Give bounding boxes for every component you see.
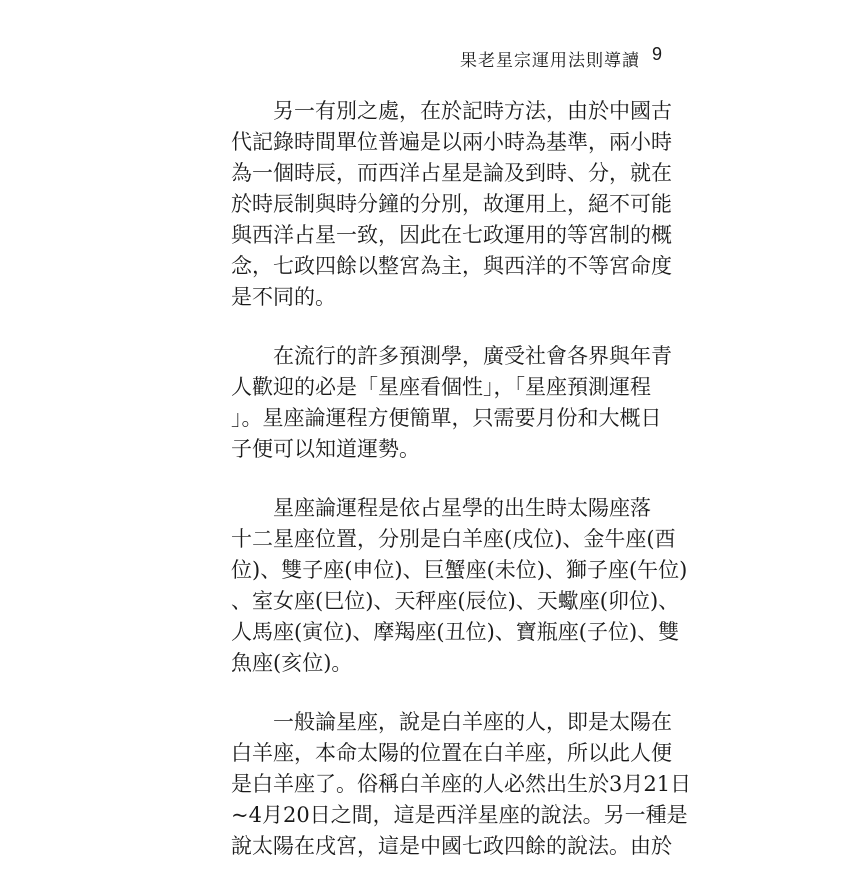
text-line: ~4月20日之間，這是西洋星座的說法。另一種是 (231, 803, 688, 827)
running-header: 果老星宗運用法則導讀 (460, 51, 640, 71)
text-line: 位)、雙子座(申位)、巨蟹座(未位)、獅子座(午位) (231, 558, 688, 582)
text-line: 與西洋占星一致，因此在七政運用的等宮制的概 (231, 223, 672, 247)
text-line: 子便可以知道運勢。 (231, 437, 420, 461)
text-line: 十二星座位置，分別是白羊座(戌位)、金牛座(酉 (231, 527, 676, 551)
page-number: 9 (652, 44, 663, 64)
text-line: 白羊座，本命太陽的位置在白羊座，所以此人便 (231, 741, 672, 765)
text-line: 是不同的。 (231, 285, 336, 309)
text-line: 是白羊座了。俗稱白羊座的人必然出生於3月21日 (231, 772, 692, 796)
text-line: 代記錄時間單位普遍是以兩小時為基準，兩小時 (231, 130, 672, 154)
text-line: 人歡迎的必是「星座看個性」，「星座預測運程 (231, 375, 651, 399)
text-line: 念，七政四餘以整宮為主，與西洋的不等宮命度 (231, 254, 672, 278)
text-line: 說太陽在戌宮，這是中國七政四餘的說法。由於 (231, 834, 672, 858)
text-line: 魚座(亥位)。 (231, 651, 353, 675)
text-line: 另一有別之處，在於記時方法，由於中國古 (231, 99, 672, 123)
text-line: 、室女座(巳位)、天秤座(辰位)、天蠍座(卯位)、 (231, 589, 680, 613)
paragraph (231, 96, 672, 313)
paragraph (231, 493, 688, 679)
text-line: 一般論星座，說是白羊座的人，即是太陽在 (231, 710, 672, 734)
text-line: 人馬座(寅位)、摩羯座(丑位)、寶瓶座(子位)、雙 (231, 620, 680, 644)
text-line: 於時辰制與時分鐘的分別，故運用上，絕不可能 (231, 192, 672, 216)
body-text (231, 96, 692, 890)
paragraph (231, 707, 692, 862)
text-line: 」。星座論運程方便簡單，只需要月份和大概日 (231, 406, 662, 430)
text-line: 為一個時辰，而西洋占星是論及到時、分，就在 (231, 161, 672, 185)
paragraph (231, 341, 672, 465)
text-line: 星座論運程是依占星學的出生時太陽座落 (231, 496, 651, 520)
text-line: 在流行的許多預測學，廣受社會各界與年青 (231, 344, 672, 368)
